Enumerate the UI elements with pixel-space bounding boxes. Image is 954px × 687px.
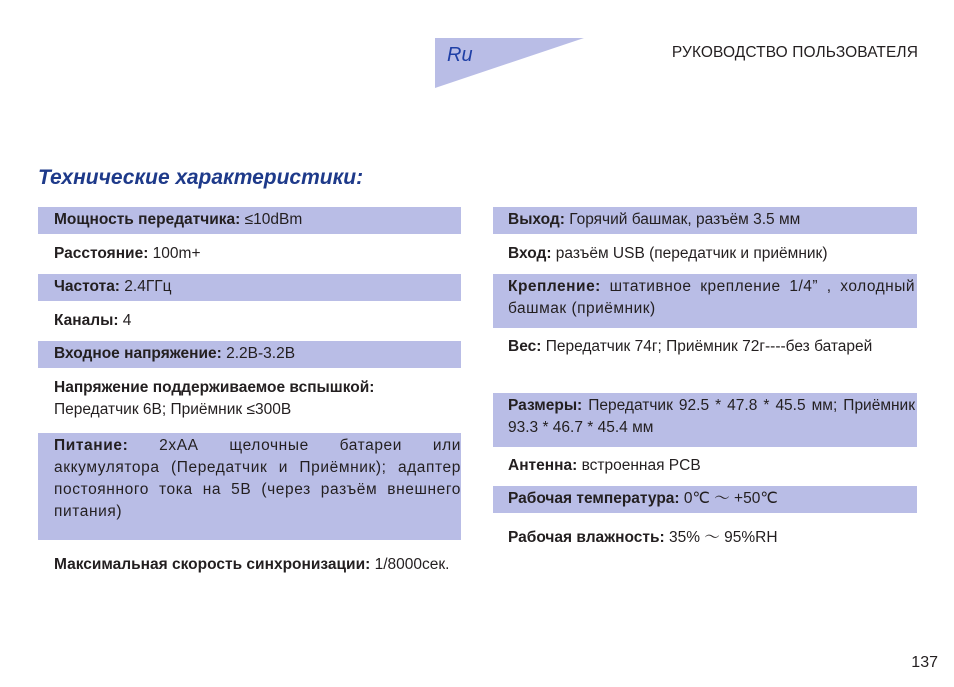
spec-value: ≤10dBm (240, 211, 303, 228)
spec-value: 2хАА щелочные батареи или аккумулятора (Передатчик и Приёмник); адаптер постоянного тока на 5В (через разъём внешнего питания) (54, 437, 461, 520)
page-number: 137 (911, 654, 938, 671)
spec-value: встроенная PCB (577, 457, 701, 474)
spec-value: 100m+ (148, 245, 201, 262)
spec-value: Передатчик 92.5 * 47.8 * 45.5 мм; Приёмник 93.3 * 46.7 * 45.4 мм (508, 397, 915, 436)
spec-label: Рабочая влажность: (508, 529, 665, 546)
spec-label: Вес: (508, 338, 542, 355)
spec-value: Передатчик 74г; Приёмник 72г----без батарей (541, 338, 873, 355)
spec-row-output (493, 207, 917, 234)
spec-row-distance (38, 241, 461, 268)
spec-value: разъём USB (передатчик и приёмник) (551, 245, 828, 262)
spec-row-mount (493, 274, 917, 328)
spec-row-power-supply (38, 433, 461, 540)
language-tab (435, 38, 585, 88)
spec-value: 1/8000сек. (370, 556, 450, 573)
spec-value: Горячий башмак, разъём 3.5 мм (564, 211, 801, 228)
section-title: Технические характеристики: (38, 166, 364, 189)
language-label: Ru (447, 44, 473, 66)
spec-value: 2.4ГГц (119, 278, 172, 295)
spec-label: Напряжение поддерживаемое вспышкой: (54, 379, 375, 396)
spec-row-antenna (493, 453, 917, 480)
spec-row-power (38, 207, 461, 234)
spec-value: штативное крепление 1/4” , холодный башмак (приёмник) (508, 278, 915, 317)
spec-row-operating-humidity (493, 525, 917, 552)
spec-value: Передатчик 6В; Приёмник ≤300В (54, 401, 292, 418)
spec-label: Вход: (508, 245, 552, 262)
spec-label: Каналы: (54, 312, 119, 329)
spec-label: Рабочая температура: (508, 490, 680, 507)
spec-label: Размеры: (508, 397, 583, 414)
spec-label: Мощность передатчика: (54, 211, 241, 228)
spec-label: Частота: (54, 278, 120, 295)
spec-row-channels (38, 308, 461, 335)
spec-value: 0℃ ～ +50℃ (679, 490, 778, 507)
spec-value: 2.2В-3.2В (221, 345, 296, 362)
spec-label: Максимальная скорость синхронизации: (54, 556, 371, 573)
spec-label: Антенна: (508, 457, 578, 474)
spec-label: Крепление: (508, 278, 601, 295)
spec-value: 35% ～ 95%RH (664, 529, 778, 546)
spec-label: Выход: (508, 211, 565, 228)
spec-label: Входное напряжение: (54, 345, 222, 362)
spec-row-sync-speed (38, 552, 461, 606)
spec-value: 4 (118, 312, 132, 329)
spec-row-input (493, 241, 917, 268)
spec-row-weight (493, 334, 917, 388)
spec-label: Расстояние: (54, 245, 149, 262)
spec-row-operating-temperature (493, 486, 917, 513)
spec-row-flash-voltage (38, 375, 461, 429)
spec-label: Питание: (54, 437, 129, 454)
header-title: РУКОВОДСТВО ПОЛЬЗОВАТЕЛЯ (671, 44, 918, 61)
spec-row-frequency (38, 274, 461, 301)
spec-row-input-voltage (38, 341, 461, 368)
spec-row-dimensions (493, 393, 917, 447)
